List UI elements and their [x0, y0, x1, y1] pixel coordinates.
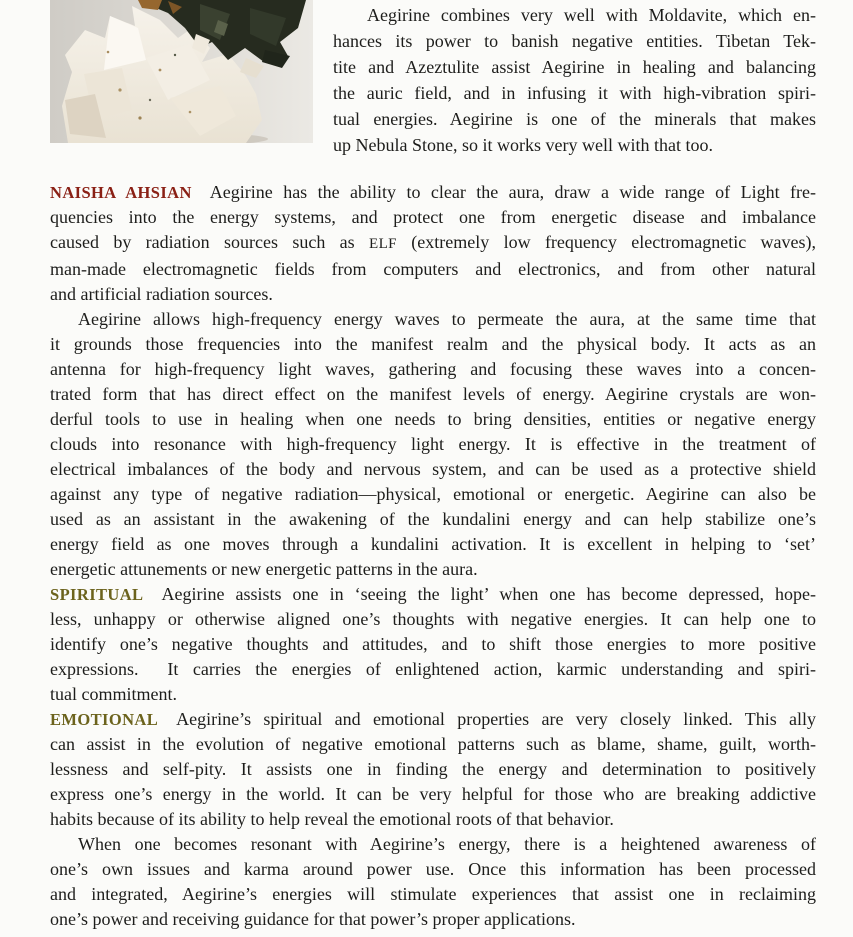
text-line	[50, 582, 816, 607]
text-run: tual energies. Aegirine is one of the minerals that makes	[333, 109, 816, 129]
text-run: trated form that has direct effect on the manifest levels of energy. Aegirine crystals are won-	[50, 384, 816, 404]
paragraph-naisha-ahsian	[50, 180, 816, 307]
text-line	[50, 180, 816, 205]
text-line	[50, 457, 816, 482]
text-line	[50, 257, 816, 282]
text-line	[50, 230, 816, 257]
speckle	[189, 111, 192, 114]
section-heading: EMOTIONAL	[50, 710, 159, 729]
text-line	[50, 332, 816, 357]
text-run: can assist in the evolution of negative emotional patterns such as blame, shame, guilt, worth-	[50, 734, 816, 754]
paragraph-emotional	[50, 707, 816, 832]
text-run: tual commitment.	[50, 684, 177, 704]
text-run: and integrated, Aegirine’s energies will stimulate experiences that assist one in reclaiming	[50, 884, 816, 904]
text-line	[50, 757, 816, 782]
paragraph-power	[50, 832, 816, 932]
text-run: Aegirine’s spiritual and emotional properties are very closely linked. This ally	[176, 709, 816, 729]
text-run: (extremely low frequency electromagnetic waves),	[396, 232, 817, 252]
text-line	[50, 382, 816, 407]
text-line	[50, 205, 816, 230]
text-run: express one’s energy in the world. It can be very helpful for those who are breaking addictive	[50, 784, 816, 804]
text-line	[50, 282, 816, 307]
text-run: Aegirine has the ability to clear the aura, draw a wide range of Light fre-	[209, 182, 816, 202]
text-line	[333, 2, 816, 28]
text-line	[50, 782, 816, 807]
text-run: quencies into the energy systems, and protect one from energetic disease and imbalance	[50, 207, 816, 227]
speckle	[107, 51, 110, 54]
text-run: Aegirine combines very well with Moldavite, which en-	[367, 5, 816, 25]
text-line	[50, 682, 816, 707]
text-line	[50, 632, 816, 657]
text-line	[333, 132, 816, 158]
paragraph-spiritual	[50, 582, 816, 707]
section-heading: SPIRITUAL	[50, 585, 144, 604]
text-line	[50, 407, 816, 432]
text-run: Aegirine allows high-frequency energy waves to permeate the aura, at the same time that	[78, 309, 816, 329]
text-line	[333, 80, 816, 106]
text-run: energetic attunements or new energetic patterns in the aura.	[50, 559, 478, 579]
paragraph-energy	[50, 307, 816, 582]
text-run: antenna for high-frequency light waves, gathering and focusing these waves into a concen-	[50, 359, 816, 379]
text-line	[50, 907, 816, 932]
aegirine-specimen-illustration	[50, 0, 313, 143]
text-line	[333, 28, 816, 54]
text-line	[50, 507, 816, 532]
text-line	[50, 857, 816, 882]
speckle-dark	[174, 54, 176, 56]
text-line	[50, 807, 816, 832]
text-line	[50, 307, 816, 332]
text-line	[50, 607, 816, 632]
text-run: When one becomes resonant with Aegirine’s energy, there is a heightened awareness of	[78, 834, 816, 854]
text-run: identify one’s negative thoughts and attitudes, and to shift those energies to more positive	[50, 634, 816, 654]
text-line	[50, 482, 816, 507]
text-run: hances its power to banish negative entities. Tibetan Tek-	[333, 31, 816, 51]
text-run: expressions. It carries the energies of enlightened action, karmic understanding and spiri-	[50, 659, 816, 679]
text-line	[333, 54, 816, 80]
aegirine-specimen-photo	[50, 0, 313, 143]
author-name-heading: NAISHA AHSIAN	[50, 183, 192, 202]
text-run: it grounds those frequencies into the manifest realm and the physical body. It acts as an	[50, 334, 816, 354]
text-run: Aegirine assists one in ‘seeing the light’ when one has become depressed, hope-	[161, 584, 816, 604]
speckle	[118, 88, 121, 91]
text-line	[50, 832, 816, 857]
text-line	[333, 106, 816, 132]
text-line	[50, 882, 816, 907]
intro-paragraph	[333, 2, 816, 158]
smallcaps-term: ELF	[369, 236, 397, 252]
text-run: against any type of negative radiation—physical, emotional or energetic. Aegirine can also be	[50, 484, 816, 504]
text-run: used as an assistant in the awakening of the kundalini energy and can help stabilize one’s	[50, 509, 816, 529]
text-line	[50, 432, 816, 457]
text-run: the auric field, and in infusing it with high-vibration spiri-	[333, 83, 816, 103]
text-run: man-made electromagnetic fields from computers and electronics, and from other natural	[50, 259, 816, 279]
speckle	[159, 69, 162, 72]
text-run: energy field as one moves through a kundalini activation. It is excellent in helping to ‘set’	[50, 534, 816, 554]
text-run: clouds into resonance with high-frequency light energy. It is effective in the treatment of	[50, 434, 816, 454]
text-run: electrical imbalances of the body and nervous system, and can be used as a protective shield	[50, 459, 816, 479]
text-run: up Nebula Stone, so it works very well with that too.	[333, 135, 713, 155]
speckle	[138, 116, 141, 119]
text-line	[50, 707, 816, 732]
text-run: derful tools to use in healing when one needs to bring densities, entities or negative energy	[50, 409, 816, 429]
text-run: less, unhappy or otherwise aligned one’s thoughts with negative energies. It can help one to	[50, 609, 816, 629]
text-line	[50, 357, 816, 382]
body-text-column	[50, 180, 816, 932]
speckle-dark	[149, 99, 151, 101]
text-line	[50, 657, 816, 682]
text-run: and artificial radiation sources.	[50, 284, 273, 304]
text-line	[50, 532, 816, 557]
text-run: caused by radiation sources such as	[50, 232, 370, 252]
text-run: habits because of its ability to help reveal the emotional roots of that behavior.	[50, 809, 614, 829]
text-run: one’s power and receiving guidance for that power’s proper applications.	[50, 909, 576, 929]
text-run: one’s own issues and karma around power use. Once this information has been processed	[50, 859, 816, 879]
text-line	[50, 732, 816, 757]
text-line	[50, 557, 816, 582]
text-run: lessness and self-pity. It assists one in finding the energy and determination to positively	[50, 759, 816, 779]
text-run: tite and Azeztulite assist Aegirine in healing and balancing	[333, 57, 816, 77]
